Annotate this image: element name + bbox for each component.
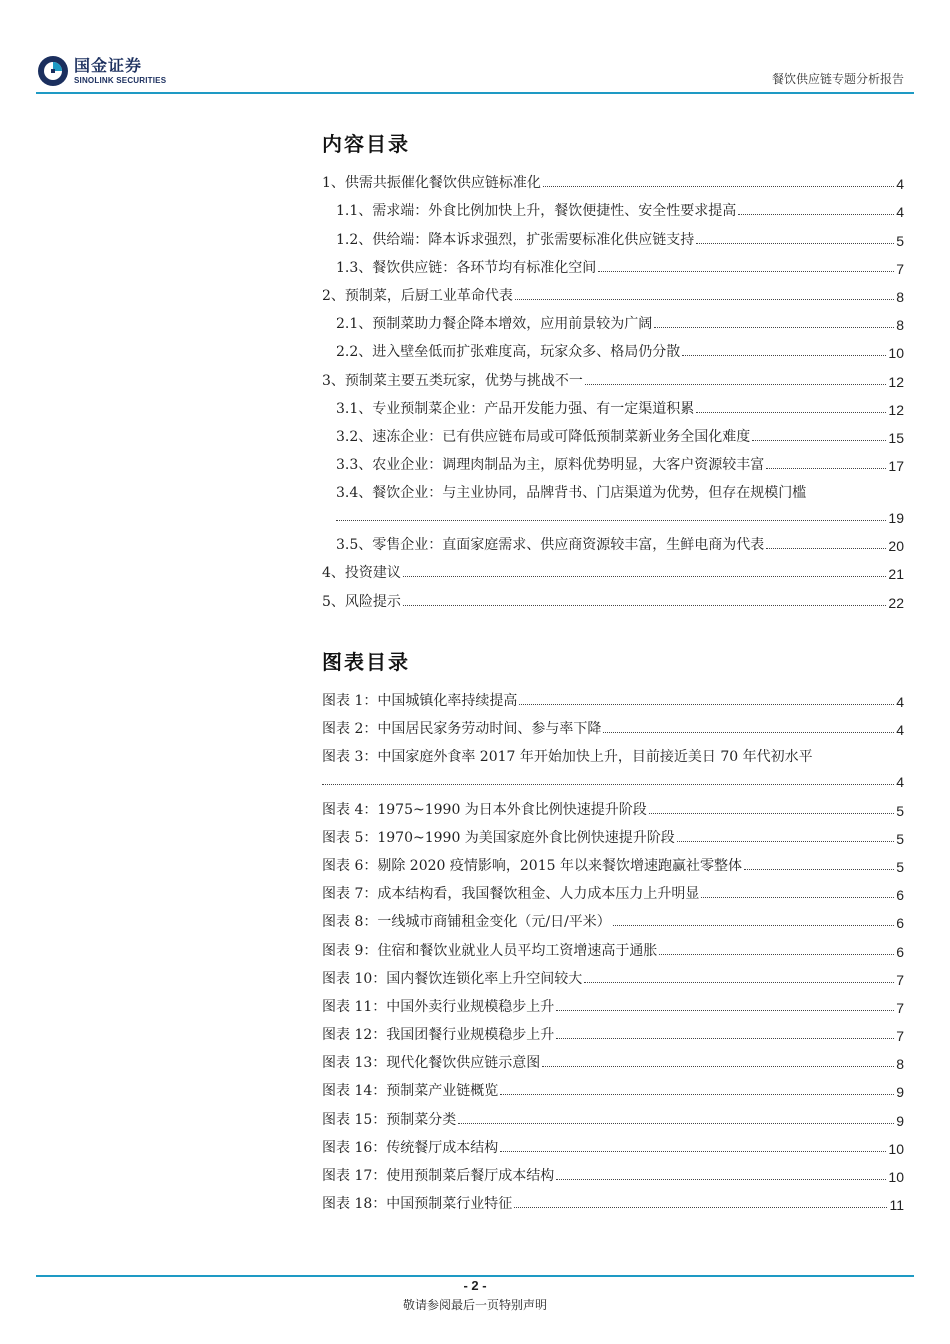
figure-item[interactable]: 图表 16：传统餐厅成本结构 10 bbox=[322, 1139, 904, 1157]
toc-item[interactable]: 3.5、零售企业：直面家庭需求、供应商资源较丰富，生鲜电商为代表 20 bbox=[336, 537, 904, 555]
figure-item[interactable]: 图表 17：使用预制菜后餐厅成本结构 10 bbox=[322, 1168, 904, 1185]
figure-item[interactable]: 图表 7：成本结构看，我国餐饮租金、人力成本压力上升明显 6 bbox=[322, 886, 904, 904]
toc-title: 内容目录 bbox=[322, 132, 410, 156]
toc-section bbox=[322, 128, 904, 611]
figure-item[interactable]: 图表 10：国内餐饮连锁化率上升空间较大 7 bbox=[322, 970, 904, 988]
logo-mark-icon bbox=[36, 54, 70, 88]
figure-item[interactable]: 图表 11：中国外卖行业规模稳步上升 7 bbox=[322, 998, 904, 1016]
figure-item[interactable]: 图表 1：中国城镇化率持续提高 4 bbox=[322, 693, 904, 711]
logo-chinese-name: 国金证券 bbox=[74, 55, 143, 75]
toc-item[interactable]: 1、供需共振催化餐饮供应链标准化 4 bbox=[322, 175, 904, 193]
toc-item[interactable]: 3.2、速冻企业：已有供应链布局或可降低预制菜新业务全国化难度 15 bbox=[336, 428, 904, 446]
toc-list bbox=[322, 164, 904, 611]
toc-item[interactable]: 3.4、餐饮企业：与主业协同，品牌背书、门店渠道为优势，但存在规模门槛 19 bbox=[336, 485, 904, 527]
toc-item[interactable]: 3、预制菜主要五类玩家，优势与挑战不一 12 bbox=[322, 372, 904, 390]
figure-item[interactable]: 图表 2：中国居民家务劳动时间、参与率下降 4 bbox=[322, 721, 904, 739]
figure-item[interactable]: 图表 13：现代化餐饮供应链示意图 8 bbox=[322, 1055, 904, 1073]
figure-item[interactable]: 图表 8：一线城市商铺租金变化（元/日/平米） 6 bbox=[322, 914, 904, 932]
report-title: 餐饮供应链专题分析报告 bbox=[771, 72, 904, 86]
toc-item[interactable]: 4、投资建议 21 bbox=[322, 565, 904, 583]
toc-item[interactable]: 1.3、餐饮供应链：各环节均有标准化空间 7 bbox=[336, 259, 904, 277]
toc-item[interactable]: 3.1、专业预制菜企业：产品开发能力强、有一定渠道积累 12 bbox=[336, 400, 904, 418]
figure-item[interactable]: 图表 6：剔除 2020 疫情影响，2015 年以来餐饮增速跑赢社零整体 5 bbox=[322, 857, 904, 875]
page-number: - 2 - bbox=[463, 1278, 487, 1293]
header-divider bbox=[36, 92, 914, 94]
figure-item[interactable]: 图表 5：1970~1990 为美国家庭外食比例快速提升阶段 5 bbox=[322, 829, 904, 847]
logo-english-name: SINOLINK SECURITIES bbox=[74, 75, 167, 85]
page-header bbox=[36, 50, 914, 92]
toc-item[interactable]: 2、预制菜，后厨工业革命代表 8 bbox=[322, 287, 904, 305]
company-logo bbox=[36, 50, 166, 92]
figures-list bbox=[322, 682, 904, 1213]
figure-item[interactable]: 图表 15：预制菜分类 9 bbox=[322, 1111, 904, 1129]
toc-item[interactable]: 5、风险提示 22 bbox=[322, 593, 904, 611]
toc-item[interactable]: 2.2、进入壁垒低而扩张难度高，玩家众多、格局仍分散 10 bbox=[336, 344, 904, 362]
footer-divider bbox=[36, 1275, 914, 1277]
toc-item[interactable]: 1.1、需求端：外食比例加快上升，餐饮便捷性、安全性要求提高 4 bbox=[336, 203, 904, 221]
toc-item[interactable]: 2.1、预制菜助力餐企降本增效，应用前景较为广阔 8 bbox=[336, 316, 904, 334]
figure-item[interactable]: 图表 18：中国预制菜行业特征 11 bbox=[322, 1196, 904, 1214]
figure-item[interactable]: 图表 14：预制菜产业链概览 9 bbox=[322, 1083, 904, 1101]
toc-item[interactable]: 1.2、供给端：降本诉求强烈，扩张需要标准化供应链支持 5 bbox=[336, 231, 904, 249]
figures-title: 图表目录 bbox=[322, 650, 410, 674]
figure-item[interactable]: 图表 3：中国家庭外食率 2017 年开始加快上升，目前接近美日 70 年代初水平 4 bbox=[322, 749, 904, 791]
disclaimer-note: 敬请参阅最后一页特别声明 bbox=[402, 1298, 547, 1312]
figures-section bbox=[322, 646, 904, 1213]
toc-item[interactable]: 3.3、农业企业：调理肉制品为主，原料优势明显，大客户资源较丰富 17 bbox=[336, 457, 904, 475]
figure-item[interactable]: 图表 12：我国团餐行业规模稳步上升 7 bbox=[322, 1027, 904, 1045]
figure-item[interactable]: 图表 9：住宿和餐饮业就业人员平均工资增速高于通胀 6 bbox=[322, 942, 904, 960]
figure-item[interactable]: 图表 4：1975~1990 为日本外食比例快速提升阶段 5 bbox=[322, 801, 904, 819]
